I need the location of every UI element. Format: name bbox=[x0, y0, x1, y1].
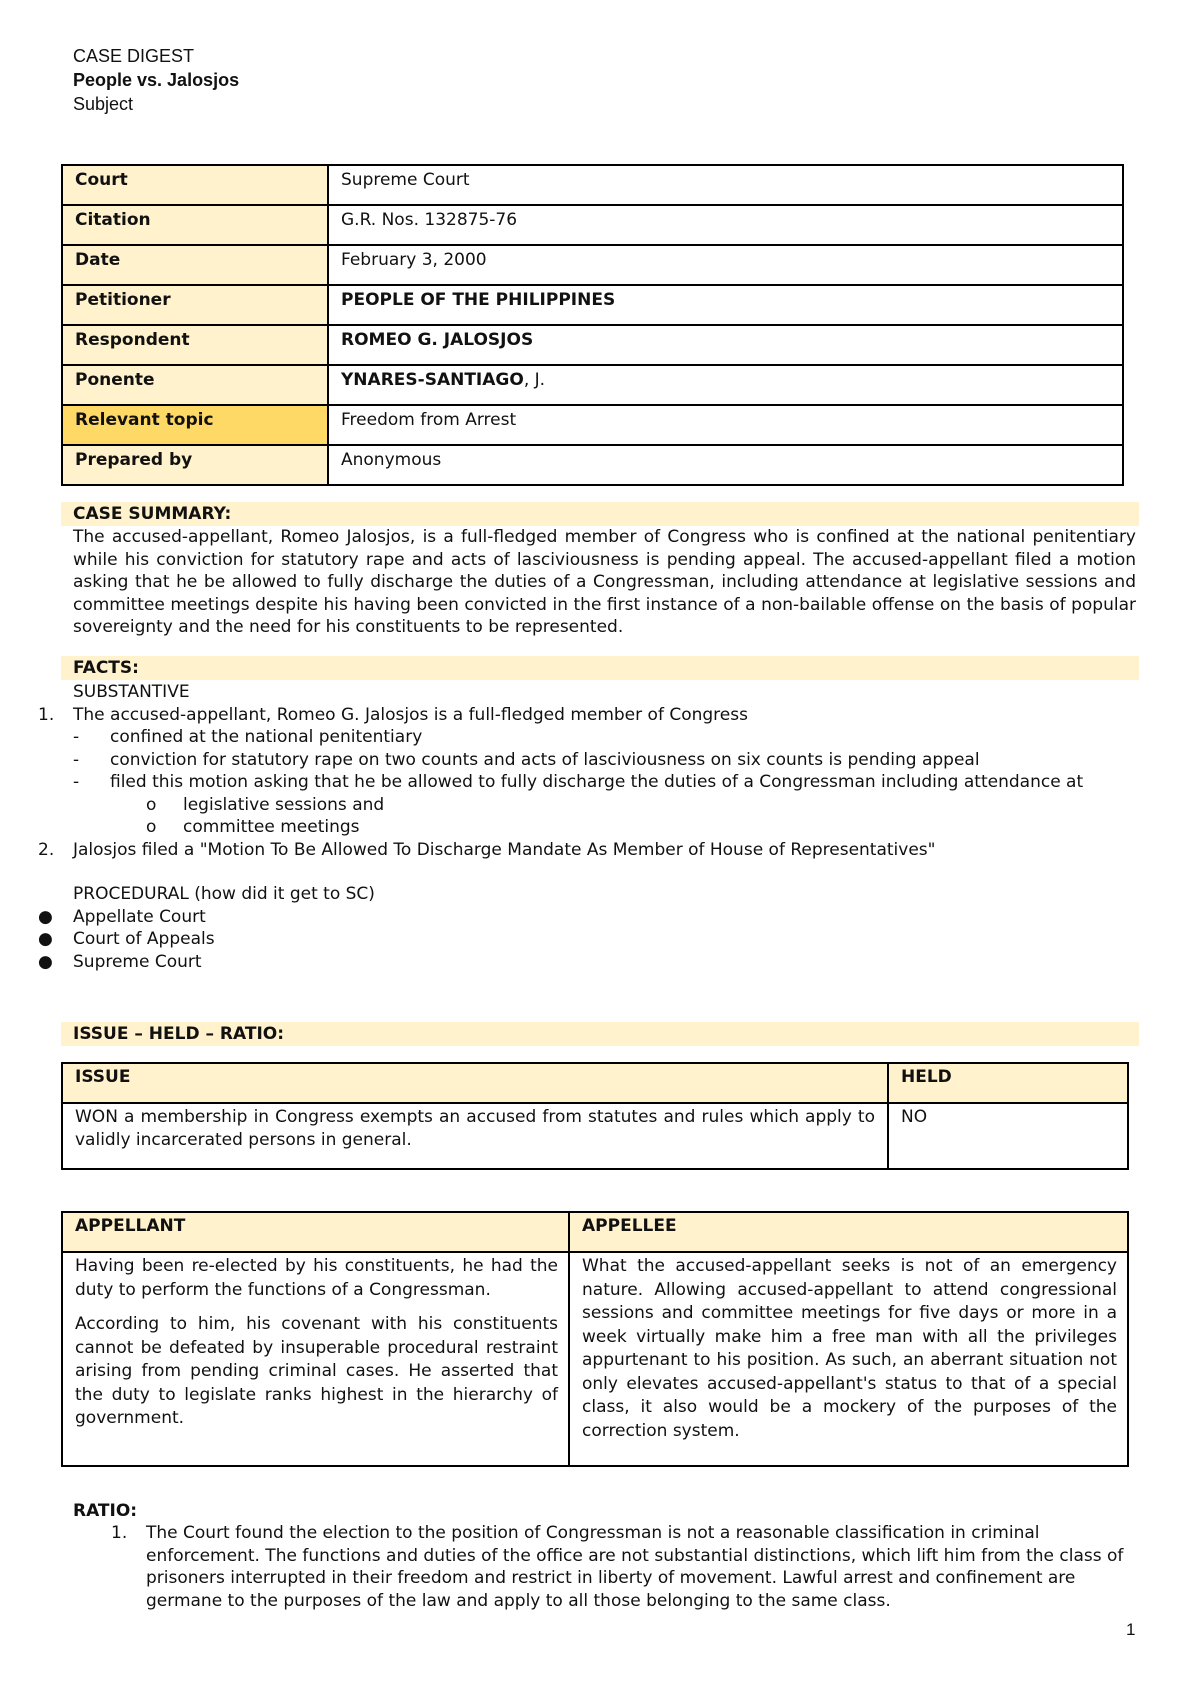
dash-marker: - bbox=[73, 749, 80, 770]
arguments-table bbox=[61, 1211, 1129, 1467]
fact-sub-2: conviction for statutory rape on two counts and acts of lasciviousness on six counts is pending appeal bbox=[110, 749, 980, 770]
list-item bbox=[0, 726, 1153, 749]
procedural-item: Supreme Court bbox=[73, 951, 202, 972]
appellant-header: APPELLANT bbox=[62, 1212, 569, 1252]
value-petitioner: PEOPLE OF THE PHILIPPINES bbox=[328, 285, 1123, 325]
bullet-marker: ● bbox=[38, 929, 53, 949]
list-number: 1. bbox=[111, 1523, 128, 1543]
procedural-item: Appellate Court bbox=[73, 906, 206, 927]
table-row bbox=[62, 205, 1123, 245]
list-number: 1. bbox=[38, 704, 55, 725]
dash-marker: - bbox=[73, 727, 80, 747]
value-respondent: ROMEO G. JALOSJOS bbox=[328, 325, 1123, 365]
appellant-paragraph-2: According to him, his covenant with his constituents cannot be defeated by insuperable procedural restraint arising from pending criminal cases. He asserted that the duty to legislate ranks highest in the hierarchy of government. bbox=[75, 1314, 558, 1428]
fact-item-2: Jalosjos filed a "Motion To Be Allowed To Discharge Mandate As Member of House of Representatives" bbox=[73, 839, 936, 860]
list-item bbox=[0, 928, 1153, 951]
facts-body bbox=[38, 681, 1153, 973]
value-prepared-by: Anonymous bbox=[328, 445, 1123, 485]
list-item bbox=[0, 816, 1153, 839]
issue-header: ISSUE bbox=[62, 1063, 888, 1103]
appellee-cell: What the accused-appellant seeks is not of an emergency nature. Allowing accused-appellant to attend congressional sessions and committee meetings for five days or more in a week virtually make him a free man with all the privileges appurtenant to his position. As such, an aberrant situation not only elevates accused-appellant's status to that of a special class, it also would be a mockery of the purposes of the correction system. bbox=[569, 1252, 1128, 1466]
fact-sub-3: filed this motion asking that he be allowed to fully discharge the duties of a Congressman including attendance at bbox=[110, 772, 1084, 792]
issue-text: WON a membership in Congress exempts an accused from statutes and rules which apply to validly incarcerated persons in general. bbox=[62, 1103, 888, 1169]
circle-marker: o bbox=[146, 817, 157, 837]
issue-held-ratio-heading: ISSUE – HELD – RATIO: bbox=[61, 1022, 1139, 1046]
list-item bbox=[0, 1522, 1136, 1612]
fact-item-1: The accused-appellant, Romeo G. Jalosjos is a full-fledged member of Congress bbox=[73, 704, 748, 725]
fact-subsub-1: legislative sessions and bbox=[183, 794, 385, 815]
value-relevant-topic: Freedom from Arrest bbox=[328, 405, 1123, 445]
list-item bbox=[0, 906, 1153, 929]
case-title: People vs. Jalosjos bbox=[73, 70, 240, 90]
appellant-paragraph-1: Having been re-elected by his constituents, he had the duty to perform the functions of a Congressman. bbox=[75, 1256, 558, 1300]
value-date: February 3, 2000 bbox=[328, 245, 1123, 285]
table-row bbox=[62, 1103, 1128, 1169]
substantive-label: SUBSTANTIVE bbox=[73, 682, 190, 702]
appellee-header: APPELLEE bbox=[569, 1212, 1128, 1252]
label-respondent: Respondent bbox=[62, 325, 328, 365]
list-number: 2. bbox=[38, 839, 55, 860]
table-row bbox=[62, 1252, 1128, 1466]
ratio-item-1: The Court found the election to the position of Congressman is not a reasonable classification in criminal enforcement. The functions and duties of the office are not substantial distinctions, which lift him from the class of prisoners interrupted in their freedom and restrict in liberty of movement. Lawful arrest and confinement are germane to the purposes of the law and apply to all those belonging to the same class. bbox=[146, 1523, 1124, 1611]
label-relevant-topic: Relevant topic bbox=[62, 405, 328, 445]
doc-type: CASE DIGEST bbox=[73, 46, 195, 66]
label-date: Date bbox=[62, 245, 328, 285]
table-row bbox=[62, 405, 1123, 445]
list-item bbox=[0, 749, 1153, 772]
ratio-heading: RATIO: bbox=[73, 1501, 138, 1521]
label-citation: Citation bbox=[62, 205, 328, 245]
label-petitioner: Petitioner bbox=[62, 285, 328, 325]
table-row bbox=[62, 1212, 1128, 1252]
document-header bbox=[73, 44, 239, 116]
label-prepared-by: Prepared by bbox=[62, 445, 328, 485]
fact-sub-1: confined at the national penitentiary bbox=[110, 727, 423, 747]
case-summary-text: The accused-appellant, Romeo Jalosjos, is a full-fledged member of Congress who is confined at the national penitentiary while his conviction for statutory rape and acts of lasciviousness is pending appeal. The accused-appellant filed a motion asking that he be allowed to fully discharge the duties of a Congressman, including attendance at legislative sessions and committee meetings despite his having been convicted in the first instance of a non-bailable offense on the basis of popular sovereignty and the need for his constituents to be represented. bbox=[73, 527, 1136, 637]
ponente-name: YNARES-SANTIAGO bbox=[341, 370, 524, 390]
table-row bbox=[62, 285, 1123, 325]
table-row bbox=[62, 165, 1123, 205]
label-ponente: Ponente bbox=[62, 365, 328, 405]
page-number: 1 bbox=[1126, 1620, 1136, 1639]
list-item bbox=[0, 704, 1153, 727]
ratio-body bbox=[0, 1522, 1136, 1612]
label-court: Court bbox=[62, 165, 328, 205]
list-item bbox=[0, 839, 1153, 862]
case-summary-heading: CASE SUMMARY: bbox=[61, 502, 1139, 526]
case-info-table bbox=[61, 164, 1124, 486]
held-text: NO bbox=[888, 1103, 1128, 1169]
procedural-item: Court of Appeals bbox=[73, 929, 215, 949]
issue-held-table bbox=[61, 1062, 1129, 1170]
table-row bbox=[62, 365, 1123, 405]
fact-subsub-2: committee meetings bbox=[183, 817, 360, 837]
list-item bbox=[0, 951, 1153, 974]
appellant-cell bbox=[62, 1252, 569, 1466]
value-ponente bbox=[328, 365, 1123, 405]
list-item bbox=[0, 794, 1153, 817]
value-court: Supreme Court bbox=[328, 165, 1123, 205]
value-citation: G.R. Nos. 132875-76 bbox=[328, 205, 1123, 245]
table-row bbox=[62, 245, 1123, 285]
procedural-label: PROCEDURAL (how did it get to SC) bbox=[73, 884, 375, 904]
held-header: HELD bbox=[888, 1063, 1128, 1103]
subject-line: Subject bbox=[73, 94, 134, 114]
table-row bbox=[62, 325, 1123, 365]
bullet-marker: ● bbox=[38, 906, 53, 927]
dash-marker: - bbox=[73, 772, 80, 792]
bullet-marker: ● bbox=[38, 951, 53, 972]
ponente-suffix: , J. bbox=[523, 370, 546, 390]
table-row bbox=[62, 445, 1123, 485]
circle-marker: o bbox=[146, 794, 157, 815]
list-item bbox=[0, 771, 1110, 794]
table-row bbox=[62, 1063, 1128, 1103]
facts-heading: FACTS: bbox=[61, 656, 1139, 680]
